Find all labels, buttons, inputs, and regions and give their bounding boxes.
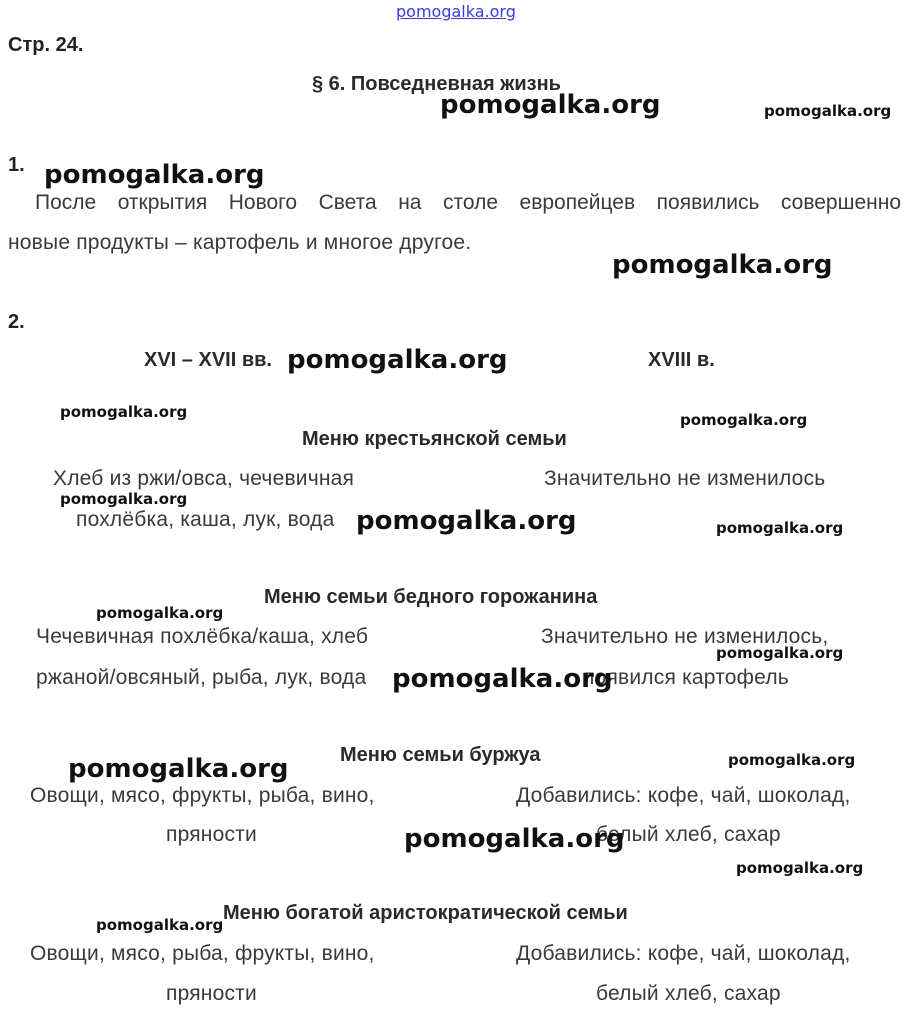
menu-title-aristocratic: Меню богатой аристократической семьи xyxy=(223,902,628,924)
page-reference: Стр. 24. xyxy=(8,34,84,56)
section-title: § 6. Повседневная жизнь xyxy=(312,73,561,95)
watermark: pomogalka.org xyxy=(680,411,808,429)
aristocratic-16-17-line-2: пряности xyxy=(166,982,257,1005)
watermark: pomogalka.org xyxy=(44,160,265,190)
task-1-line-2: новые продукты – картофель и многое другое. xyxy=(8,231,472,254)
task-1-number: 1. xyxy=(8,154,25,176)
column-header-16-17-century: XVI – XVII вв. xyxy=(144,349,272,371)
bourgeois-16-17-line-2: пряности xyxy=(166,823,257,846)
watermark: pomogalka.org xyxy=(392,664,613,694)
peasant-18-line-1: Значительно не изменилось xyxy=(544,467,826,490)
site-link[interactable]: pomogalka.org xyxy=(396,2,516,21)
watermark: pomogalka.org xyxy=(68,754,289,784)
aristocratic-18-line-1: Добавились: кофе, чай, шоколад, xyxy=(516,942,851,965)
watermark: pomogalka.org xyxy=(60,490,188,508)
watermark: pomogalka.org xyxy=(612,250,833,280)
watermark: pomogalka.org xyxy=(440,90,661,120)
poor-townsman-16-17-line-2: ржаной/овсяный, рыба, лук, вода xyxy=(36,666,367,689)
bourgeois-16-17-line-1: Овощи, мясо, фрукты, рыба, вино, xyxy=(30,784,375,807)
poor-townsman-16-17-line-1: Чечевичная похлёбка/каша, хлеб xyxy=(36,625,369,648)
watermark: pomogalka.org xyxy=(764,102,892,120)
watermark: pomogalka.org xyxy=(96,916,224,934)
poor-townsman-18-line-2: появился картофель xyxy=(583,666,789,689)
watermark: pomogalka.org xyxy=(287,345,508,375)
task-1-line-1: После открытия Нового Света на столе европейцев появились совершенно xyxy=(35,191,901,214)
watermark: pomogalka.org xyxy=(716,519,844,537)
watermark: pomogalka.org xyxy=(96,604,224,622)
watermark: pomogalka.org xyxy=(728,751,856,769)
bourgeois-18-line-1: Добавились: кофе, чай, шоколад, xyxy=(516,784,851,807)
watermark: pomogalka.org xyxy=(716,644,844,662)
aristocratic-18-line-2: белый хлеб, сахар xyxy=(596,982,781,1005)
peasant-16-17-line-1: Хлеб из ржи/овса, чечевичная xyxy=(53,467,355,490)
watermark: pomogalka.org xyxy=(736,859,864,877)
task-2-number: 2. xyxy=(8,311,25,333)
peasant-16-17-line-2: похлёбка, каша, лук, вода xyxy=(76,508,335,531)
bourgeois-18-line-2: белый хлеб, сахар xyxy=(596,823,781,846)
watermark: pomogalka.org xyxy=(356,506,577,536)
menu-title-peasant: Меню крестьянской семьи xyxy=(302,428,567,450)
poor-townsman-18-line-1: Значительно не изменилось, xyxy=(541,625,829,648)
column-header-18-century: XVIII в. xyxy=(648,349,715,371)
watermark: pomogalka.org xyxy=(404,824,625,854)
menu-title-poor-townsman: Меню семьи бедного горожанина xyxy=(264,586,598,608)
menu-title-bourgeois: Меню семьи буржуа xyxy=(340,744,541,766)
watermark: pomogalka.org xyxy=(60,403,188,421)
aristocratic-16-17-line-1: Овощи, мясо, рыба, фрукты, вино, xyxy=(30,942,375,965)
